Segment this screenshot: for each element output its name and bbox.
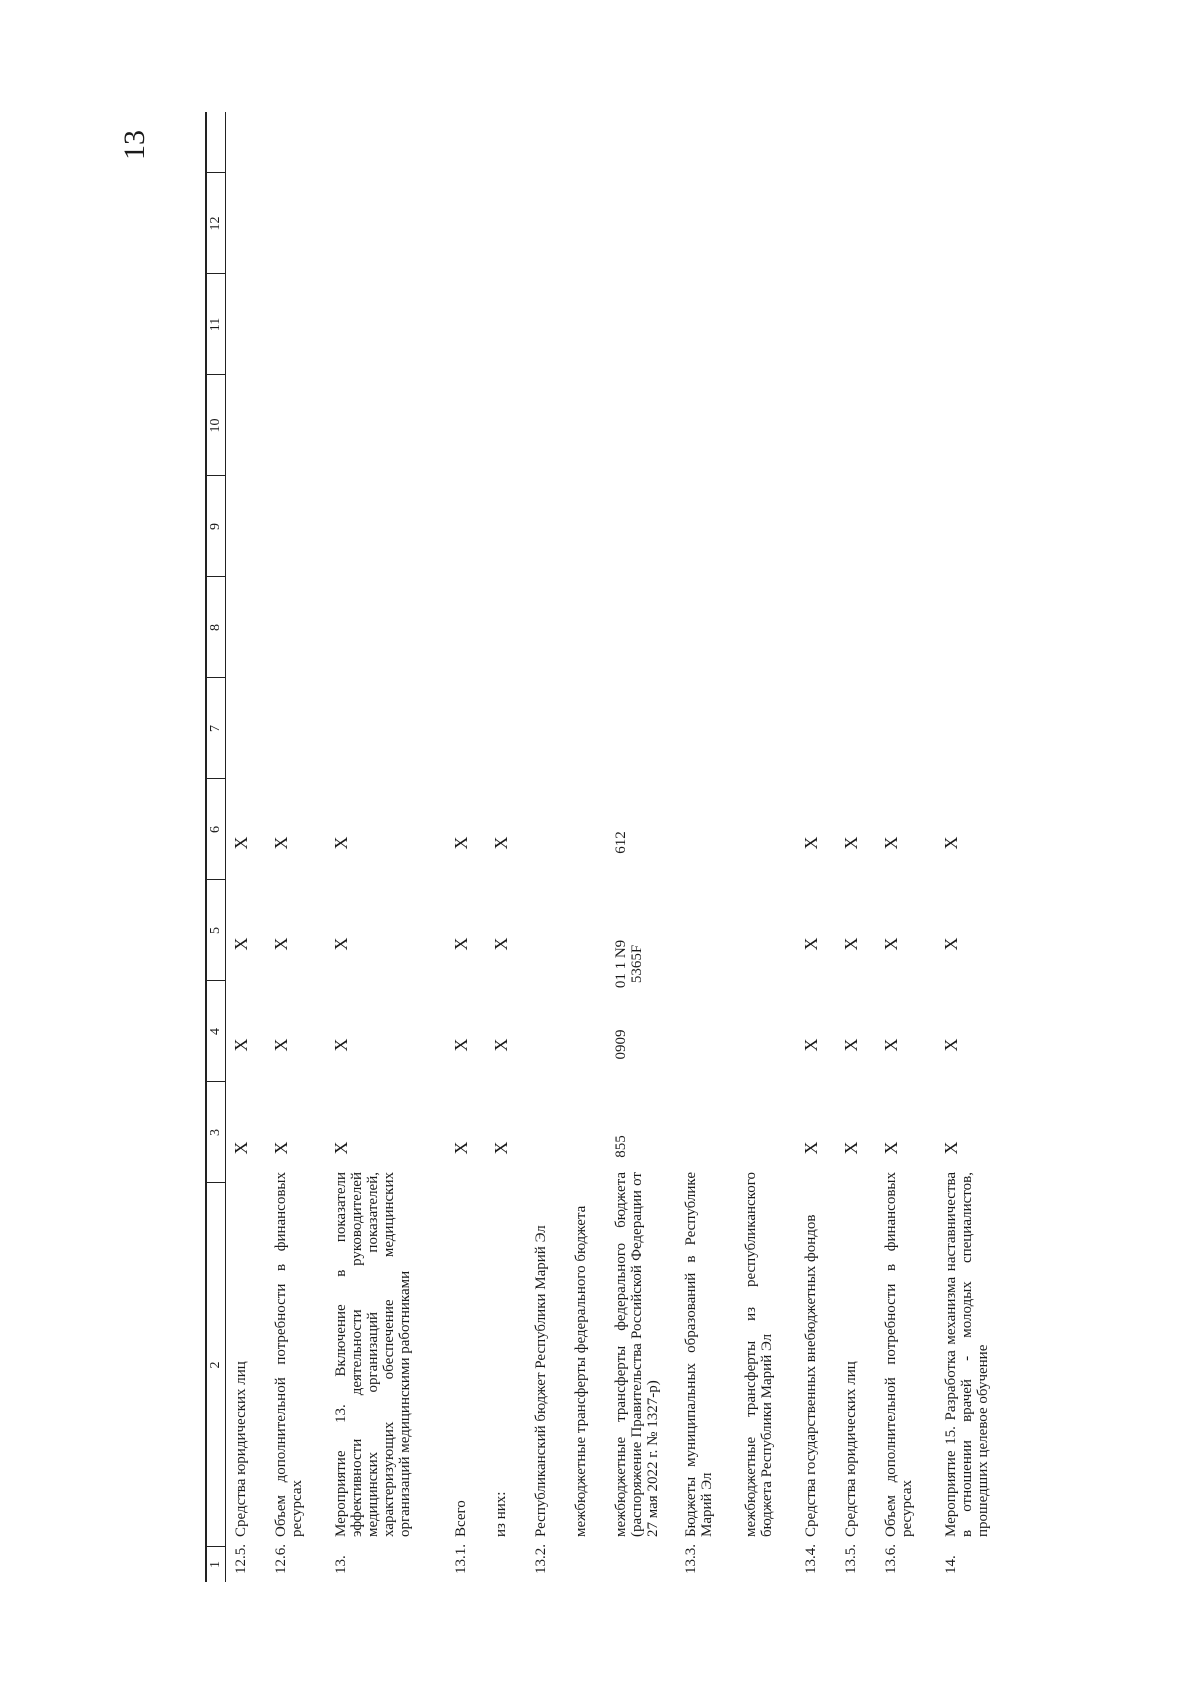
row-number: 13.5. <box>843 1544 859 1574</box>
row-number: 13.6. <box>883 1544 899 1574</box>
header-cell: 11 <box>208 317 223 332</box>
cell-col4: X <box>271 1038 291 1052</box>
cell-col5: X <box>331 937 351 951</box>
row-number: 12.6. <box>273 1544 289 1574</box>
row-description: Средства государственных внебюджетных фондов <box>803 1214 819 1537</box>
cell-col6: X <box>491 836 511 850</box>
row-number: 13. <box>333 1555 349 1574</box>
row-description: Бюджеты муниципальных образований в Республике Марий Эл <box>683 1172 715 1537</box>
cell-col6: 612 <box>613 831 629 854</box>
header-cell: 2 <box>208 1361 223 1369</box>
row-description: Средства юридических лиц <box>843 1361 859 1537</box>
row-number: 13.1. <box>453 1544 469 1574</box>
row-description: Республиканский бюджет Республики Марий Эл <box>533 1225 549 1537</box>
cell-col6: X <box>451 836 471 850</box>
cell-col4: X <box>491 1038 511 1052</box>
header-cell: 12 <box>208 216 223 231</box>
row-number: 13.2. <box>533 1544 549 1574</box>
cell-col3: 855 <box>613 1135 629 1158</box>
cell-col6: X <box>331 836 351 850</box>
row-number: 14. <box>943 1555 959 1574</box>
cell-col6: X <box>231 836 251 850</box>
header-cell: 3 <box>208 1129 223 1136</box>
row-description: Объем дополнительной потребности в финансовых ресурсах <box>273 1172 305 1537</box>
cell-col6: X <box>801 836 821 850</box>
row-number: 13.4. <box>803 1544 819 1574</box>
header-cell: 9 <box>208 523 223 530</box>
cell-col3: X <box>231 1141 251 1155</box>
cell-col5: X <box>881 937 901 951</box>
row-description: межбюджетные трансферты федерального бюджета <box>573 1205 589 1537</box>
cell-col3: X <box>841 1141 861 1155</box>
cell-col3: X <box>491 1141 511 1155</box>
cell-col3: X <box>941 1141 961 1155</box>
header-cell: 5 <box>208 927 223 934</box>
row-number: 13.3. <box>683 1544 699 1574</box>
header-cell: 7 <box>208 725 223 732</box>
cell-col5: X <box>491 937 511 951</box>
cell-col6: X <box>271 836 291 850</box>
cell-col5: X <box>451 937 471 951</box>
row-description: Мероприятие 13. Включение в показатели эффективности деятельности руководителей медицинских организаций показателей, характеризующих обеспечение медицинских организаций медицинскими работниками <box>333 1172 413 1537</box>
row-description: межбюджетные трансферты федерального бюджета (распоряжение Правительства Российской Федерации от 27 мая 2022 г. № 1327-р) <box>613 1172 661 1537</box>
header-cell: 4 <box>208 1028 223 1035</box>
cell-col4: X <box>801 1038 821 1052</box>
cell-col4: X <box>451 1038 471 1052</box>
page-number: 13 <box>118 130 151 160</box>
cell-col5: 01 1 N9 5365F <box>613 939 645 989</box>
cell-col4: X <box>331 1038 351 1052</box>
row-number: 12.5. <box>233 1544 249 1574</box>
row-description: межбюджетные трансферты из республиканского бюджета Республики Марий Эл <box>743 1172 775 1537</box>
cell-col4: X <box>941 1038 961 1052</box>
cell-col3: X <box>331 1141 351 1155</box>
cell-col3: X <box>801 1141 821 1155</box>
cell-col6: X <box>881 836 901 850</box>
cell-col5: X <box>231 937 251 951</box>
header-cell: 8 <box>208 624 223 631</box>
cell-col3: X <box>271 1141 291 1155</box>
cell-col4: 0909 <box>613 1029 629 1060</box>
cell-col3: X <box>451 1141 471 1155</box>
row-description: Всего <box>453 1500 469 1537</box>
cell-col5: X <box>801 937 821 951</box>
row-description: Средства юридических лиц <box>233 1361 249 1537</box>
header-cell: 1 <box>208 1561 223 1568</box>
header-cell: 6 <box>208 826 223 833</box>
row-description: Объем дополнительной потребности в финансовых ресурсах <box>883 1172 915 1537</box>
row-description: Мероприятие 15. Разработка механизма наставничества в отношении врачей - молодых специалистов, прошедших целевое обучение <box>943 1172 991 1537</box>
cell-col6: X <box>941 836 961 850</box>
cell-col4: X <box>881 1038 901 1052</box>
header-cell: 10 <box>208 418 223 433</box>
cell-col6: X <box>841 836 861 850</box>
table-header-row <box>205 112 226 1582</box>
row-description: из них: <box>493 1491 509 1537</box>
cell-col4: X <box>841 1038 861 1052</box>
cell-col5: X <box>941 937 961 951</box>
cell-col4: X <box>231 1038 251 1052</box>
budget-table <box>205 112 1085 1582</box>
cell-col5: X <box>271 937 291 951</box>
cell-col5: X <box>841 937 861 951</box>
cell-col3: X <box>881 1141 901 1155</box>
